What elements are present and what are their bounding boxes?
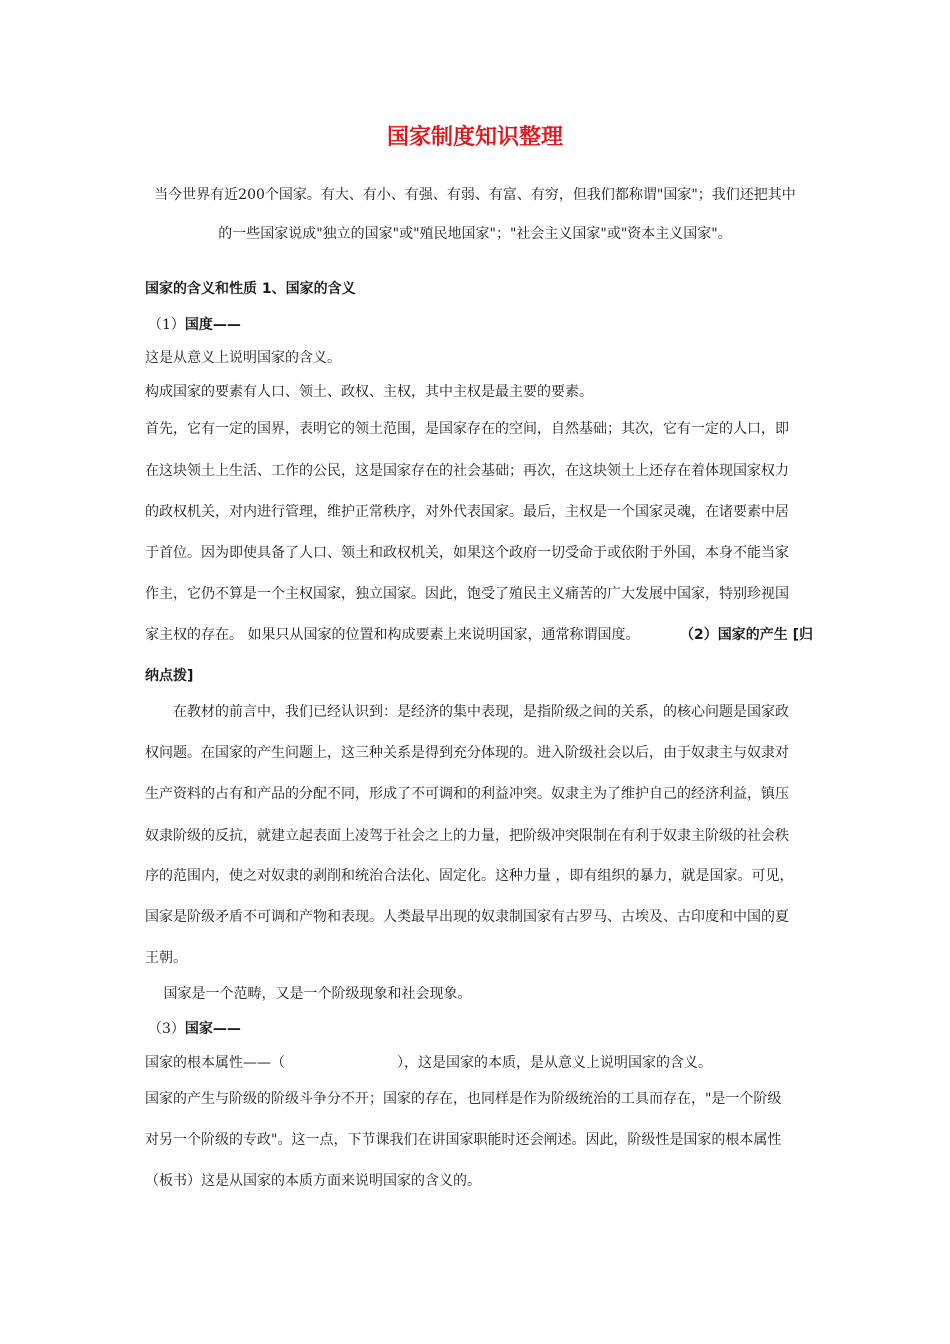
paragraph-line: （板书）这是从国家的本质方面来说明国家的含义的。 (145, 1173, 481, 1189)
paragraph-line: 王朝。 (145, 950, 187, 966)
intro-line-1: 当今世界有近200个国家。有大、有小、有强、有弱、有富、有穷，但我们都称谓"国家"；我们还把其中 (154, 187, 796, 203)
paragraph-line: 在教材的前言中，我们已经认识到：是经济的集中表现，是指阶级之间的关系，的核心问题是国家政 (145, 704, 789, 720)
intro-line-2: 的一些国家说成"独立的国家"或"殖民地国家"；"社会主义国家"或"资本主义国家"。 (218, 226, 732, 242)
paragraph-line: 这是从意义上说明国家的含义。 (145, 350, 341, 366)
paragraph-line: 构成国家的要素有人口、领土、政权、主权，其中主权是最主要的要素。 (145, 384, 593, 400)
paragraph-line: 国家的产生与阶级的阶级斗争分不开；国家的存在，也同样是作为阶级统治的工具而存在，"是一个阶级 (145, 1091, 782, 1107)
sub1-heading (148, 316, 818, 334)
document-title: 国家制度知识整理 (386, 125, 563, 150)
sub3-prefix: （3） (148, 1021, 185, 1037)
paragraph-line: 在这块领土上生活、工作的公民，这是国家存在的社会基础；再次，在这块领土上还存在着体现国家权力 (145, 463, 789, 479)
sub3-label: 国家—— (184, 1021, 241, 1037)
sub1-last-text: 家主权的存在。 如果只从国家的位置和构成要素上来说明国家，通常称谓国度。 (145, 627, 640, 643)
paragraph-line: 权问题。在国家的产生问题上，这三种关系是得到充分体现的。进入阶级社会以后，由于奴隶主与奴隶对 (145, 745, 789, 761)
paragraph-line: 的政权机关，对内进行管理，维护正常秩序，对外代表国家。最后，主权是一个国家灵魂，在诸要素中居 (145, 504, 789, 520)
sub3-heading (148, 1020, 818, 1038)
paragraph-line: 序的范围内，使之对奴隶的剥削和统治合法化、固定化。这种力量 ，即有组织的暴力，就是国家。可见， (145, 868, 794, 884)
section-heading: 国家的含义和性质 1、国家的含义 (145, 281, 356, 297)
attr-text-a: 国家的根本属性——（ (145, 1055, 285, 1071)
paragraph-line: 首先，它有一定的国界，表明它的领土范围，是国家存在的空间，自然基础；其次，它有一定的人口，即 (145, 421, 789, 437)
paragraph-line: 国家是阶级矛盾不可调和产物和表现。人类最早出现的奴隶制国家有古罗马、古埃及、古印度和中国的夏 (145, 909, 789, 925)
paragraph-line (145, 1054, 815, 1072)
sub1-label: 国度—— (184, 317, 241, 333)
paragraph-line: 生产资料的占有和产品的分配不同，形成了不可调和的利益冲突。奴隶主为了维护自己的经济利益，镇压 (145, 786, 789, 802)
sub2-heading-a: （2）国家的产生 [归 (680, 627, 814, 643)
paragraph-line: 对另一个阶级的专政"。这一点，下节课我们在讲国家职能时还会阐述。因此，阶级性是国家的根本属性 (145, 1132, 782, 1148)
paragraph-line: 作主，它仍不算是一个主权国家，独立国家。因此，饱受了殖民主义痛苦的广大发展中国家，特别珍视国 (145, 586, 789, 602)
paragraph-line: 奴隶阶级的反抗，就建立起表面上凌驾于社会之上的力量，把阶级冲突限制在有利于奴隶主阶级的社会秩 (145, 828, 789, 844)
sub1-prefix: （1） (148, 317, 185, 333)
paragraph-line: 国家是一个范畴，又是一个阶级现象和社会现象。 (145, 986, 472, 1002)
paragraph-line: 于首位。因为即使具备了人口、领土和政权机关，如果这个政府一切受命于或依附于外国，本身不能当家 (145, 545, 789, 561)
attr-text-b: ），这是国家的本质，是从意义上说明国家的含义。 (397, 1055, 712, 1071)
sub2-heading-b: 纳点拨] (145, 668, 194, 684)
